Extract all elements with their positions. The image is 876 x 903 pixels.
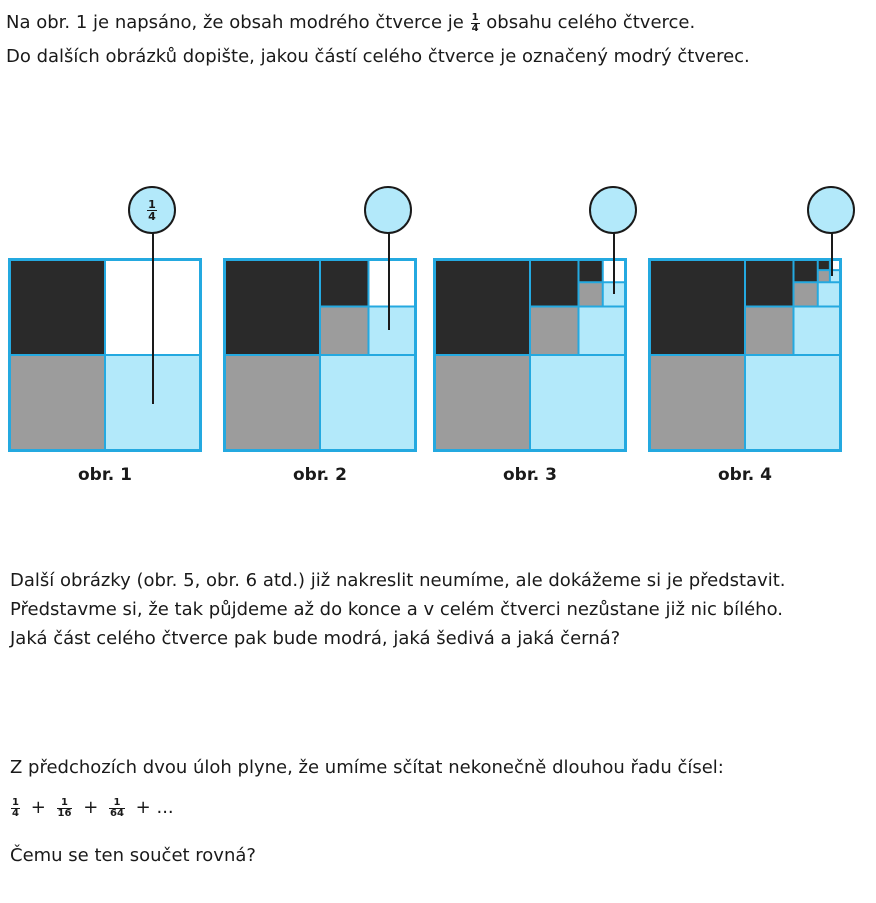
callout-stem-4 [831, 232, 833, 276]
intro-text-b: obsahu celého čtverce. [486, 12, 696, 33]
plus-sign: + [30, 797, 46, 818]
black-square [433, 258, 530, 355]
question-line-2: Představme si, že tak půjdeme až do konce a v celém čtverci nezůstane již nic bílého. [10, 599, 783, 620]
gray-square-3 [579, 282, 603, 306]
fraction-numerator: 1 [148, 197, 156, 211]
gray-square-3 [794, 282, 818, 306]
intro-fraction [471, 13, 480, 34]
callout-stem-1 [152, 232, 154, 404]
series-question: Čemu se ten součet rovná? [10, 845, 256, 866]
callout-bubble-1 [128, 186, 176, 234]
caption-figure-2: obr. 2 [292, 465, 347, 485]
gray-square-4 [818, 270, 830, 282]
plus-sign: + [83, 797, 99, 818]
blue-square-3 [818, 282, 842, 306]
blue-square-2 [794, 307, 843, 356]
gray-square-2 [745, 307, 794, 356]
series-ellipsis: + ... [135, 797, 174, 818]
black-square-2 [530, 258, 579, 307]
callout-bubble-3 [589, 186, 637, 234]
fraction-numerator: 1 [113, 796, 121, 808]
series-term-2 [57, 798, 73, 819]
blue-square [530, 355, 627, 452]
gray-square-2 [530, 307, 579, 356]
question-line-1: Další obrázky (obr. 5, obr. 6 atd.) již nakreslit neumíme, ale dokážeme si je představit. [10, 570, 786, 591]
bubble-fraction [147, 199, 157, 222]
fraction-denominator: 64 [110, 807, 124, 819]
figure-1 [8, 258, 202, 452]
fraction-denominator: 4 [471, 22, 479, 34]
intro-line-1 [6, 12, 695, 34]
white-square [369, 258, 418, 307]
black-square-3 [579, 258, 603, 282]
black-square [648, 258, 745, 355]
series-term-3 [109, 798, 125, 819]
gray-square [223, 355, 320, 452]
caption-figure-1: obr. 1 [77, 465, 132, 485]
blue-square [320, 355, 417, 452]
black-square [223, 258, 320, 355]
callout-bubble-2 [364, 186, 412, 234]
series-intro: Z předchozích dvou úloh plyne, že umíme sčítat nekonečně dlouhou řadu čísel: [10, 757, 724, 778]
blue-square-2 [579, 307, 628, 356]
caption-figure-3: obr. 3 [502, 465, 557, 485]
callout-stem-2 [388, 232, 390, 330]
fraction-numerator: 1 [61, 796, 68, 808]
callout-stem-3 [613, 232, 615, 294]
fraction-denominator: 16 [57, 807, 72, 819]
black-square-3 [794, 258, 818, 282]
series-term-1 [11, 798, 20, 819]
question-line-3: Jaká část celého čtverce pak bude modrá, jaká šedivá a jaká černá? [10, 628, 621, 649]
blue-square-small [369, 307, 418, 356]
blue-square [745, 355, 842, 452]
gray-square [648, 355, 745, 452]
black-square [8, 258, 105, 355]
figure-4 [648, 258, 842, 452]
gray-square-small [320, 307, 369, 356]
figure-3 [433, 258, 627, 452]
gray-square [433, 355, 530, 452]
fraction-numerator: 1 [12, 796, 19, 808]
series-expression [10, 797, 178, 819]
fraction-denominator: 4 [148, 209, 156, 223]
fraction-denominator: 4 [12, 807, 19, 819]
intro-line-2: Do dalších obrázků dopište, jakou částí celého čtverce je označený modrý čtverec. [6, 46, 750, 67]
black-square-2 [745, 258, 794, 307]
caption-figure-4: obr. 4 [717, 465, 772, 485]
callout-bubble-4 [807, 186, 855, 234]
intro-text-a: Na obr. 1 je napsáno, že obsah modrého čtverce je [6, 12, 464, 33]
fraction-numerator: 1 [471, 11, 479, 23]
gray-square [8, 355, 105, 452]
black-square-small [320, 258, 369, 307]
